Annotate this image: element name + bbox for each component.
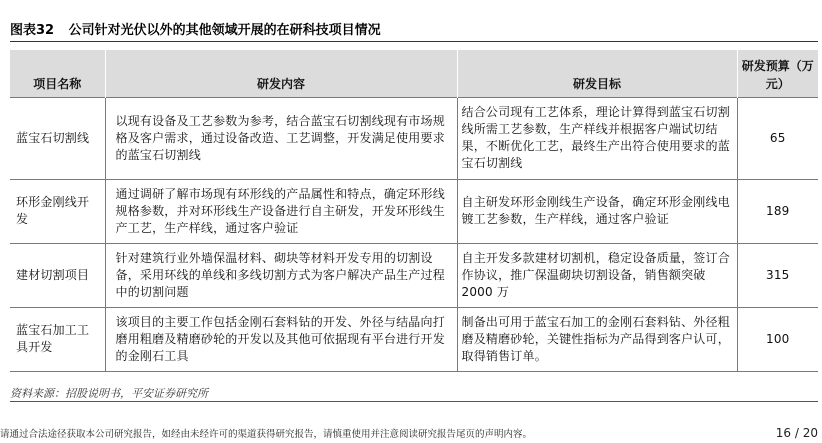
table-row <box>10 243 818 307</box>
rd-target-cell: 自主开发多款建材切割机，稳定设备质量，签订合作协议，推广保温砌块切割设备，销售额突破 2000 万 <box>457 243 737 307</box>
page-number: 16 / 20 <box>775 426 818 440</box>
header-rd-content: 研发内容 <box>105 50 457 97</box>
rd-target-cell: 制备出可用于蓝宝石加工的金刚石套料钻、外径粗磨及精磨砂轮，关键性指标为产品得到客户认可，取得销售订单。 <box>457 307 737 371</box>
rd-budget-cell: 100 <box>737 307 818 371</box>
header-rd-budget: 研发预算（万元） <box>737 50 818 97</box>
project-name-cell: 建材切割项目 <box>10 243 105 307</box>
rd-budget-cell: 315 <box>737 243 818 307</box>
rd-budget-cell: 65 <box>737 97 818 179</box>
table-row <box>10 97 818 179</box>
rd-content-cell: 该项目的主要工作包括金刚石套料钻的开发、外径与结晶向打磨用粗磨及精磨砂轮的开发以及其他可依据现有平台进行开发的金刚石工具 <box>105 307 457 371</box>
figure-title <box>10 20 818 42</box>
table-row <box>10 307 818 371</box>
rd-target-cell: 结合公司现有工艺体系，理论计算得到蓝宝石切割线所需工艺参数，生产样线并根据客户端试切结果，不断优化工艺，最终生产出符合使用要求的蓝宝石切割线 <box>457 97 737 179</box>
figure-number: 图表32 <box>10 23 55 38</box>
research-projects-table <box>10 50 818 372</box>
figure-caption: 公司针对光伏以外的其他领域开展的在研科技项目情况 <box>68 23 381 38</box>
footer-disclaimer: 请通过合法途径获取本公司研究报告，如经由未经许可的渠道获得研究报告，请慎重使用并注意阅读研究报告尾页的声明内容。 <box>0 429 533 440</box>
project-name-cell: 蓝宝石切割线 <box>10 97 105 179</box>
data-source-note: 资料来源：招股说明书，平安证券研究所 <box>10 386 818 402</box>
table-header-row <box>10 50 818 97</box>
rd-budget-cell: 189 <box>737 179 818 243</box>
rd-content-cell: 针对建筑行业外墙保温材料、砌块等材料开发专用的切割设备，采用环线的单线和多线切割方式为客户解决产品生产过程中的切割问题 <box>105 243 457 307</box>
project-name-cell: 蓝宝石加工工具开发 <box>10 307 105 371</box>
header-rd-target: 研发目标 <box>457 50 737 97</box>
header-project-name: 项目名称 <box>10 50 105 97</box>
project-name-cell: 环形金刚线开发 <box>10 179 105 243</box>
rd-content-cell: 通过调研了解市场现有环形线的产品属性和特点，确定环形线规格参数，并对环形线生产设备进行自主研发，开发环形线生产工艺，生产样线，通过客户验证 <box>105 179 457 243</box>
table-row <box>10 179 818 243</box>
rd-content-cell: 以现有设备及工艺参数为参考，结合蓝宝石切割线现有市场规格及客户需求，通过设备改造、工艺调整，开发满足使用要求的蓝宝石切割线 <box>105 97 457 179</box>
rd-target-cell: 自主研发环形金刚线生产设备，确定环形金刚线电镀工艺参数，生产样线，通过客户验证 <box>457 179 737 243</box>
